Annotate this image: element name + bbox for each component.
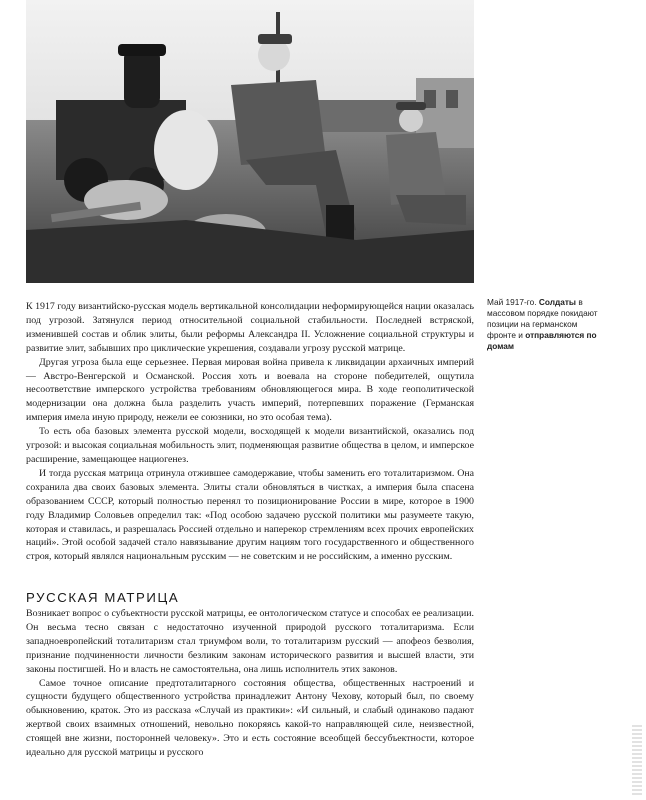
caption-middle: в массовом порядке покидают позиции на германском фронте и [487, 297, 598, 340]
caption-lead: Май 1917-го. [487, 297, 537, 307]
paragraph: Самое точное описание предтоталитарного состояния общества, общественных настроений и сущности будущего общественного устройства принадлежит Антону Чехову, который был, по своему обыкновению, краток. Это из рассказа «Случай из практики»: «И сильный, и слабый одинаково падают жертвой своих взаимных отношений, невольно покоряясь какой-то направляющей силе, неизвестной, стоящей вне жизни, посторонней человеку». Это и есть состояние всеобщей бессубъектности, которое идеально для русской матрицы и русского [26, 677, 474, 759]
intro-text [26, 300, 474, 564]
historical-photo-soldiers [26, 0, 474, 283]
paragraph: К 1917 году византийско-русская модель вертикальной консолидации неформирующейся нации оказалась под угрозой. Затянулся период относительной социальной стабильности. Последней встряской, изменившей состав и облик элиты, были реформы Александра II. Усложнение социальной структуры и развитие элит, забывших про циклические укрешения, создавали угрозу русской матрице. [26, 301, 474, 354]
section-heading: РУССКАЯ МАТРИЦА [26, 590, 180, 605]
paragraph: Возникает вопрос о субъектности русской матрицы, ее онтологическом статусе и способах ее реализации. Он весьма тесно связан с недостаточно изученной природой русского тоталитаризма. Если западноевропейский тоталитаризм стал триумфом воли, то тоталитаризм русский — апофеоз безволия, признание подчиненности личности безликим законам исторического развития и высшей власти, эти законы постигшей. Но и власть не самостоятельна, она лишь исполнитель этих законов. [26, 608, 474, 675]
paragraph: То есть оба базовых элемента русской модели, восходящей к модели византийской, оказались под угрозой: и высокая социальная мобильность элит, подменяющая развитие общества в целом, и имперское расширение, замещающее нациогенез. [26, 426, 474, 465]
page-edge-marks [632, 725, 642, 795]
photo-caption [487, 297, 605, 352]
caption-bold-going-home: отправляются по домам [487, 330, 597, 351]
caption-bold-soldiers: Солдаты [538, 297, 577, 307]
section-text [26, 607, 474, 760]
paragraph: И тогда русская матрица отринула отжившее самодержавие, чтобы заменить его тоталитаризмом. Она сохранила два своих базовых элемента. Элиты стали обновляться в чистках, а империя была спасена образованием СССР, который полностью перенял то позиционирование России в мире, которое в 1900 году Владимир Соловьев определил так: «Под особою задачею русской политики мы разумеете такую, которая и ставилась, и разрешалась Россией отдельно и наперекор стремлениям всех прочих европейских наций». Этой особой задачей стало навязывание другим нациям того государственного и общественного строя, который являлся национальным русским — не советским и не российским, а именно русским. [26, 467, 474, 563]
paragraph: Другая угроза была еще серьезнее. Первая мировая война привела к ликвидации архаичных империй — Австро-Венгерской и Османской. Россия хоть и воевала на стороне победителей, ощутила несоответствие имперского устройства требованиям обновляющегося мира. В ходе геополитической модернизации она должна была разделить участь империй, потерпевших поражение (Германская империя имела иную природу, нежели ее союзники, но это особая тема). [26, 356, 474, 424]
